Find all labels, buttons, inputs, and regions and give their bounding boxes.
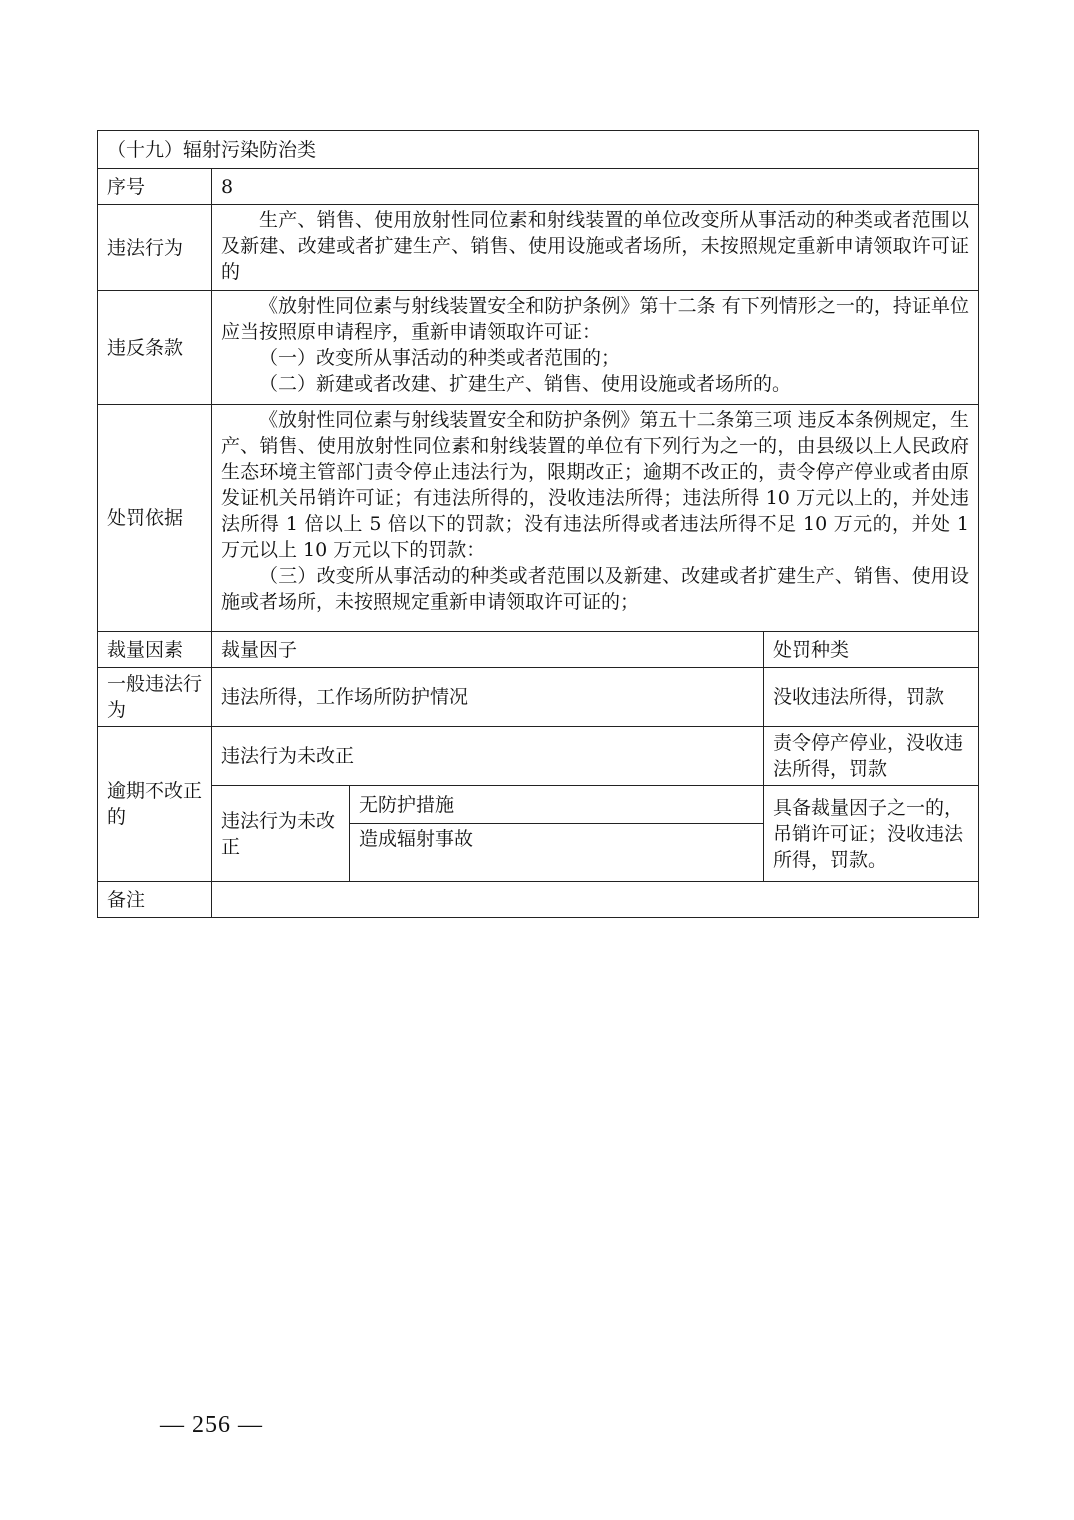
violated-clause-paragraph: 《放射性同位素与射线装置安全和防护条例》第十二条 有下列情形之一的，持证单位应当按照原申请程序，重新申请领取许可证： [221,295,970,343]
remarks-value [212,882,979,918]
violation-label: 违法行为 [98,205,212,291]
overdue-penalty: 责令停产停业，没收违法所得，罚款 [764,727,979,786]
serial-label: 序号 [98,169,212,205]
radiation-accident-condition: 造成辐射事故 [350,824,764,882]
penalty-basis-label: 处罚依据 [98,405,212,632]
general-factor: 违法所得，工作场所防护情况 [212,668,764,727]
factor-header: 裁量因子 [212,632,764,668]
general-penalty: 没收违法所得，罚款 [764,668,979,727]
penalty-basis-item: （三）改变所从事活动的种类或者范围以及新建、改建或者扩建生产、销售、使用设施或者场所，未按照规定重新申请领取许可证的； [221,565,970,613]
violated-clause-label: 违反条款 [98,291,212,405]
overdue-label: 逾期不改正的 [98,727,212,882]
discretion-label: 裁量因素 [98,632,212,668]
overdue-subfactor: 违法行为未改正 [212,786,350,882]
revoke-penalty: 具备裁量因子之一的，吊销许可证；没收违法所得，罚款。 [764,786,979,882]
penalty-basis-paragraph: 《放射性同位素与射线装置安全和防护条例》第五十二条第三项 违反本条例规定，生产、销售、使用放射性同位素和射线装置的单位有下列行为之一的，由县级以上人民政府生态环境主管部门责令停止违法行为，限期改正；逾期不改正的，责令停产停业或者由原发证机关吊销许可证；有违法所得的，没收违法所得；违法所得 10 万元以上的，并处违法所得 1 倍以上 5 倍以下的罚款；没有违法所得或者违法所得不足 10 万元的，并处 1 万元以上 10 万元以下的罚款： [221,409,970,561]
page-number: — 256 — [160,1412,263,1438]
penalty-type-header: 处罚种类 [764,632,979,668]
violated-clause-cell [212,291,979,405]
remarks-label: 备注 [98,882,212,918]
overdue-factor: 违法行为未改正 [212,727,764,786]
no-protection-condition: 无防护措施 [350,786,764,824]
serial-value: 8 [212,169,979,205]
violated-clause-item: （二）新建或者改建、扩建生产、销售、使用设施或者场所的。 [259,373,792,395]
penalty-discretion-table [97,130,979,918]
general-label: 一般违法行为 [98,668,212,727]
violated-clause-item: （一）改变所从事活动的种类或者范围的； [259,347,621,369]
section-title: （十九）辐射污染防治类 [98,131,979,169]
penalty-basis-cell [212,405,979,632]
violation-text: 生产、销售、使用放射性同位素和射线装置的单位改变所从事活动的种类或者范围以及新建、改建或者扩建生产、销售、使用设施或者场所，未按照规定重新申请领取许可证的 [221,209,970,283]
violation-cell [212,205,979,291]
